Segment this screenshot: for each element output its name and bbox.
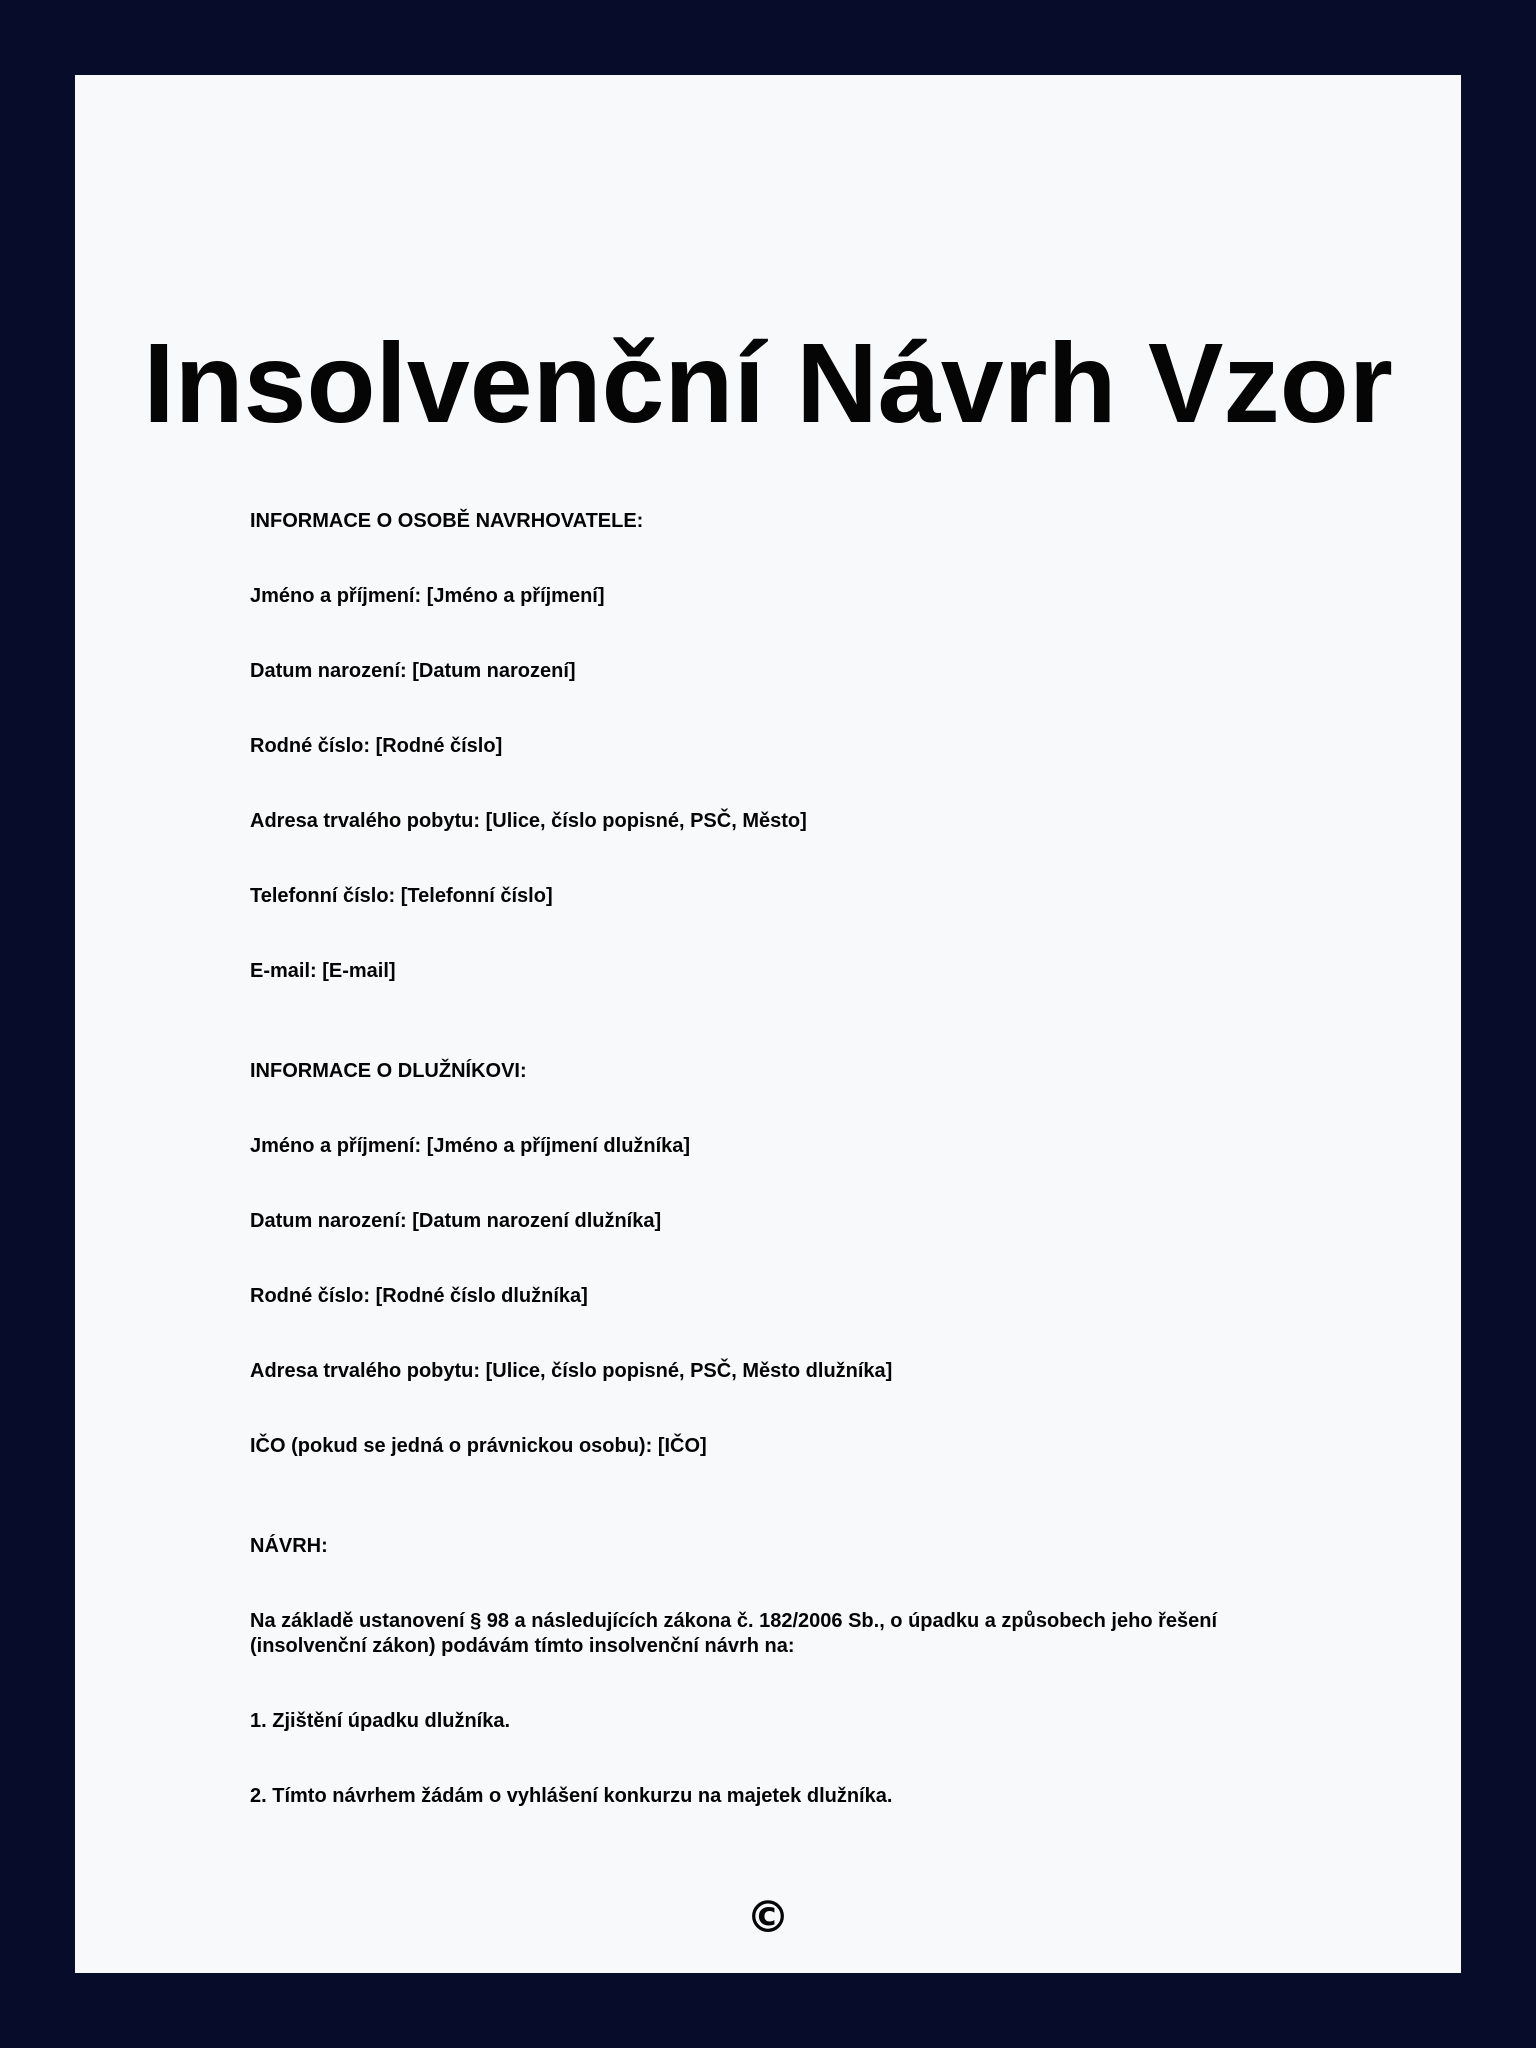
proposal-section [250,1534,1310,1809]
debtor-address: Adresa trvalého pobytu: [Ulice, číslo popisné, PSČ, Město dlužníka] [250,1360,893,1382]
applicant-birth-number: Rodné číslo: [Rodné číslo] [250,735,503,757]
proposal-item-1: 1. Zjištění úpadku dlužníka. [250,1710,511,1732]
debtor-name: Jméno a příjmení: [Jméno a příjmení dlužníka] [250,1135,691,1157]
debtor-heading: INFORMACE O DLUŽNÍKOVI: [250,1060,527,1082]
document-body [250,509,1310,1859]
document-page [75,75,1461,1973]
applicant-birth-date: Datum narození: [Datum narození] [250,660,576,682]
applicant-phone: Telefonní číslo: [Telefonní číslo] [250,885,553,907]
debtor-birth-number: Rodné číslo: [Rodné číslo dlužníka] [250,1285,588,1307]
applicant-address: Adresa trvalého pobytu: [Ulice, číslo popisné, PSČ, Město] [250,810,807,832]
applicant-section [250,509,1310,984]
proposal-item-2: 2. Tímto návrhem žádám o vyhlášení konkurzu na majetek dlužníka. [250,1785,893,1807]
applicant-name: Jméno a příjmení: [Jméno a příjmení] [250,585,605,607]
copyright-icon: © [746,1892,790,1943]
debtor-section [250,1059,1310,1459]
proposal-intro: Na základě ustanovení § 98 a následujících zákona č. 182/2006 Sb., o úpadku a způsobech jeho řešení (insolvenční zákon) podávám tímto insolvenční návrh na: [250,1610,1218,1657]
applicant-email: E-mail: [E-mail] [250,960,396,982]
applicant-heading: INFORMACE O OSOBĚ NAVRHOVATELE: [250,510,644,532]
proposal-heading: NÁVRH: [250,1535,328,1557]
debtor-birth-date: Datum narození: [Datum narození dlužníka] [250,1210,662,1232]
document-title: Insolvenční Návrh Vzor [143,320,1393,446]
debtor-ico: IČO (pokud se jedná o právnickou osobu): [IČO] [250,1435,707,1457]
